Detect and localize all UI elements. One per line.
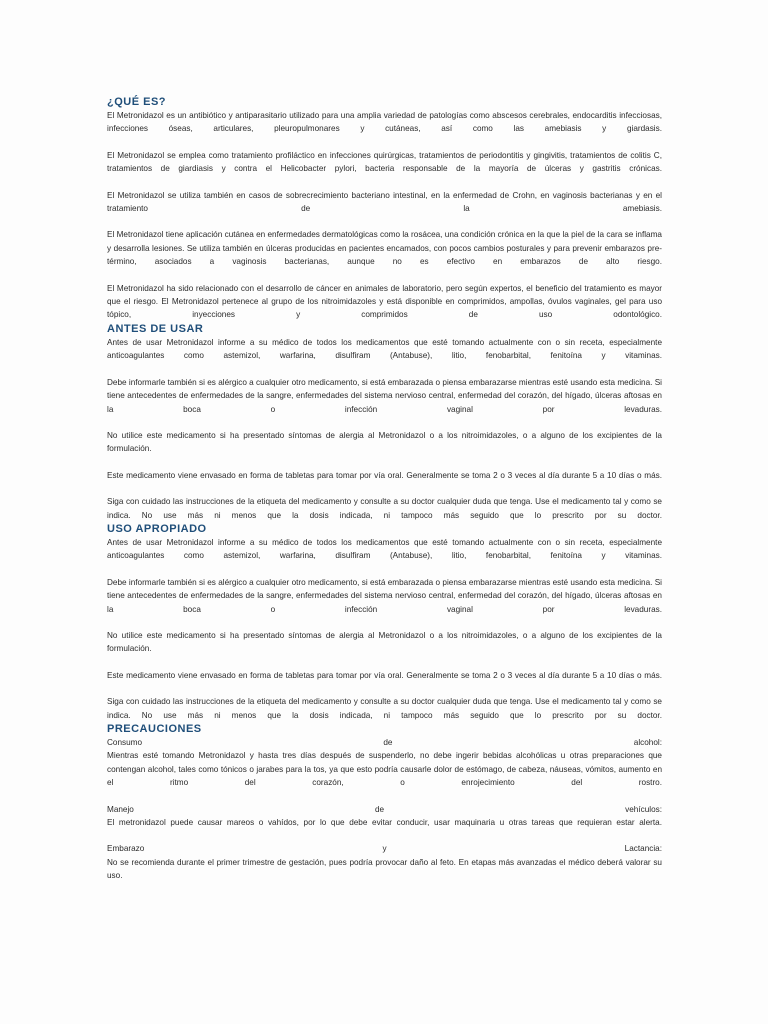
section-antes-de-usar bbox=[107, 323, 662, 522]
section-precauciones bbox=[107, 723, 662, 883]
section-que-es bbox=[107, 96, 662, 322]
section-uso-apropiado bbox=[107, 523, 662, 722]
paragraph: No utilice este medicamento si ha presentado síntomas de alergia al Metronidazol o a los nitroimidazoles, o a alguno de los excipientes de la formulación. bbox=[107, 430, 662, 454]
paragraph: El Metronidazol se utiliza también en casos de sobrecrecimiento bacteriano intestinal, en la enfermedad de Crohn, en vaginosis bacterianas y en el tratamiento de la amebiasis. bbox=[107, 190, 662, 214]
paragraph: Siga con cuidado las instrucciones de la etiqueta del medicamento y consulte a su doctor cualquier duda que tenga. Use el medicamento tal y como se indica. No use más ni menos que la dosis indicada, ni tampoco más seguido que lo prescrito por su doctor. bbox=[107, 697, 662, 720]
paragraph: Este medicamento viene envasado en forma de tabletas para tomar por vía oral. Generalmente se toma 2 o 3 veces al día durante 5 a 10 días o más. bbox=[107, 470, 662, 480]
paragraph: Siga con cuidado las instrucciones de la etiqueta del medicamento y consulte a su doctor cualquier duda que tenga. Use el medicamento tal y como se indica. No use más ni menos que la dosis indicada, ni tampoco más seguido que lo prescrito por su doctor. bbox=[107, 497, 662, 520]
paragraph: Este medicamento viene envasado en forma de tabletas para tomar por vía oral. Generalmente se toma 2 o 3 veces al día durante 5 a 10 días o más. bbox=[107, 670, 662, 680]
paragraph: Mientras esté tomando Metronidazol y hasta tres días después de suspenderlo, no debe ingerir bebidas alcohólicas u otras preparaciones que contengan alcohol, tales como tónicos o jarabes para la tos, ya que esto podría causarle dolor de estómago, de cabeza, náuseas, vómitos, aumento en el ritmo del corazón, o enrojecimiento del rostro. bbox=[107, 751, 662, 788]
paragraph: El Metronidazol tiene aplicación cutánea en enfermedades dermatológicas como la rosácea, una condición crónica en la que la piel de la cara se inflama y desarrolla lesiones. Se utiliza también en úlceras producidas en pacientes encamados, con pocos cambios posturales y para prevenir embarazos pre-término, asociados a vaginosis bacterianas, aunque no es efectivo en embarazos de alto riesgo. bbox=[107, 230, 662, 267]
subheading-embarazo: Embarazo y Lactancia: bbox=[107, 844, 662, 854]
paragraph: No se recomienda durante el primer trimestre de gestación, pues podría provocar daño al feto. En etapas más avanzadas el médico deberá valorar su uso. bbox=[107, 857, 662, 881]
paragraph: El metronidazol puede causar mareos o vahídos, por lo que debe evitar conducir, usar maquinaria u otras tareas que requieran estar alerta. bbox=[107, 818, 662, 828]
subheading-vehiculos: Manejo de vehículos: bbox=[107, 804, 662, 814]
paragraph: Antes de usar Metronidazol informe a su médico de todos los medicamentos que esté tomando actualmente con o sin receta, especialmente anticoagulantes como astemizol, warfarina, disulfiram (Antabuse), litio, fenobarbital, fenitoína y vitaminas. bbox=[107, 537, 662, 561]
paragraph: El Metronidazol se emplea como tratamiento profiláctico en infecciones quirúrgicas, tratamientos de periodontitis y gingivitis, tratamientos de colitis C, tratamientos de giardiasis y contra el Helicobacter pylori, bacteria responsable de la mayoría de úlceras y gastritis crónicas. bbox=[107, 150, 662, 174]
paragraph: Debe informarle también si es alérgico a cualquier otro medicamento, si está embarazada o piensa embarazarse mientras esté usando esta medicina. Si tiene antecedentes de enfermedades de la sangre, enfermedades del sistema nervioso central, enfermedad del corazón, del hígado, úlceras aftosas en la boca o infección vaginal por levaduras. bbox=[107, 577, 662, 614]
paragraph: El Metronidazol es un antibiótico y antiparasitario utilizado para una amplia variedad de patologías como abscesos cerebrales, endocarditis infecciosas, infecciones óseas, articulares, pleuropulmonares y cutáneas, así como las amebiasis y giardasis. bbox=[107, 111, 662, 134]
section-heading: USO APROPIADO bbox=[107, 522, 207, 535]
subheading-alcohol: Consumo de alcohol: bbox=[107, 738, 662, 747]
section-heading: ANTES DE USAR bbox=[107, 322, 204, 335]
paragraph: No utilice este medicamento si ha presentado síntomas de alergia al Metronidazol o a los nitroimidazoles, o a alguno de los excipientes de la formulación. bbox=[107, 630, 662, 654]
paragraph: Debe informarle también si es alérgico a cualquier otro medicamento, si está embarazada o piensa embarazarse mientras esté usando esta medicina. Si tiene antecedentes de enfermedades de la sangre, enfermedades del sistema nervioso central, enfermedad del corazón, del hígado, úlceras aftosas en la boca o infección vaginal por levaduras. bbox=[107, 377, 662, 414]
paragraph: Antes de usar Metronidazol informe a su médico de todos los medicamentos que esté tomando actualmente con o sin receta, especialmente anticoagulantes como astemizol, warfarina, disulfiram (Antabuse), litio, fenobarbital, fenitoína y vitaminas. bbox=[107, 337, 662, 361]
section-heading: PRECAUCIONES bbox=[107, 723, 202, 735]
paragraph: El Metronidazol ha sido relacionado con el desarrollo de cáncer en animales de laboratorio, pero según expertos, el beneficio del tratamiento es mayor que el riesgo. El Metronidazol pertenece al grupo de los nitroimidazoles y está disponible en comprimidos, ampollas, óvulos vaginales, gel para uso tópico, inyecciones y comprimidos de uso odontológico. bbox=[107, 283, 662, 320]
section-heading: ¿QUÉ ES? bbox=[107, 96, 167, 108]
